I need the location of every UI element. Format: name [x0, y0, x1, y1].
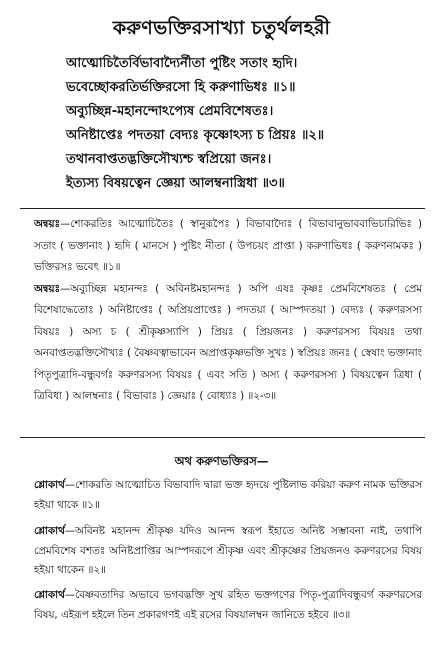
section-heading: অথ করুণভক্তিরস—: [174, 454, 269, 468]
bottom-divider: [20, 437, 425, 438]
anvaya-1-lead: অন্বয়ঃ: [34, 218, 60, 230]
sanskrit-verse-block: [66, 52, 436, 196]
meaning-1-lead: শ্লোকার্থ: [34, 479, 65, 491]
meaning-1-text: —শোকরতি আত্মোচিত বিভাবাদি দ্বারা ভক্ত হৃদয়ে পুষ্টিলাভ করিয়া করুণ নামক ভক্তিরস হইয়া থাকে ॥১॥: [34, 479, 422, 511]
top-divider: [20, 208, 425, 209]
anvaya-2-lead: অন্বয়ঃ: [34, 282, 60, 295]
verse-line-2: ভবেচ্ছোকরতির্ভক্তিরসো হি করুণাভিধঃ ॥১॥: [66, 80, 296, 95]
verse-meaning-3: [34, 586, 422, 625]
verse-line-3: অব্যুচ্ছিন্ন-মহানন্দোঽপ্যেষ প্রেমবিশেষতঃ।: [66, 104, 274, 119]
meaning-3-text: —বৈষ্ণবতাদির অভাবে ভগবদ্ভক্তি সুখ রহিত ভক্তগণের পিতৃ-পুত্রাদিবন্ধুবর্গ করুণরসের বিষয়, এইরূপ হইলে তিন প্রকারগণই এই রসের বিষয়ালম্বন জানিতে হইবে ॥৩॥: [34, 589, 422, 621]
meaning-2-lead: শ্লোকার্থ: [34, 525, 65, 537]
verse-line-6: ইত্যস্য বিষয়ত্বেন জ্ঞেয়া আলম্বনাস্ত্রিধা ॥৩॥: [66, 176, 285, 191]
anvaya-commentary: [34, 214, 422, 408]
meaning-2-text: —অবিনষ্ট মহানন্দ শ্রীকৃষ্ণ যদিও আনন্দ স্বরূপ ইহাতে অনিষ্ট সম্ভাবনা নাই, তথাপি প্রেমবিশেষ বশতঃ অনিষ্টপ্রাপ্তির আস্পদরূপে শ্রীকৃষ্ণ এবং শ্রীকৃষ্ণের প্রিয়জনও করুণরসের বিষয় হইয়া থাকেন ॥২॥: [34, 525, 422, 576]
anvaya-2-text: —অব্যুচ্ছিন্ন মহানন্দঃ ( অবিনষ্টমহানন্দঃ ) অপি এষঃ কৃষ্ণঃ প্রেমবিশেষতঃ ( প্রেম বিশেষাদ্ধেতোঃ ) অনিষ্টাপ্তেঃ ( অপ্রিয়প্রাপ্তেঃ ) পদতয়া ( আস্পদতয়া ) বেদ্যঃ ( করুণরসস্য বিষয়ঃ ) অস্য চ ( শ্রীকৃষ্ণস্যাপি ) প্রিয়ঃ ( প্রিয়জনঃ ) করুণরসস্য বিষয়ঃ তথা অনবাপ্ততদ্ভক্তিসৌখ্যঃ ( বৈষ্ণবত্বাভাবেন অপ্রাপ্তকৃষ্ণভক্তি সুখঃ ) স্বপ্রিয়ঃ জনঃ ( স্বেষাং ভক্তানাং পিতৃপুত্রাদি-বন্ধুবর্গঃ করুণরসস্য বিষয়ঃ ( এবং সতি ) অস্য ( করুণরসস্য ) বিষয়ত্বেন ত্রিধা ( ত্রিবিধা ) আলম্বনাঃ ( বিভাবাঃ ) জ্ঞেয়াঃ ( বোধ্যাঃ ) ॥২-৩॥: [34, 282, 422, 402]
verse-meaning-2: [34, 522, 422, 581]
verse-line-5: তথানবাপ্ততদ্ভক্তিসৌখ্যশ্চ স্বপ্রিয়ো জনঃ।: [66, 152, 272, 167]
verse-meaning-1: [34, 476, 422, 515]
anvaya-1-text: —শোকরতিঃ আত্মোচিতৈঃ ( স্বানুরূপৈঃ ) বিভাবাদ্যৈঃ ( বিভাবানুভাববাভিচারিভিঃ ) সতাং ( ভক্তানাং ) হৃদি ( মানসে ) পুষ্টিং নীতা ( উপচয়ং প্রাপ্তা ) করুণাভিধঃ ( করুণনামকঃ ) ভক্তিরসঃ ভবেৎ ॥১॥: [34, 218, 422, 273]
chapter-title: করুণভক্তিরসাখ্যা চতুর্থলহরী: [112, 17, 331, 39]
verse-line-1: আত্মোচিতৈর্বিভাবাদ্যৈর্নীতা পুষ্টিং সতাং হৃদি।: [66, 56, 298, 71]
verse-line-4: অনিষ্টাপ্তেঃ পদতয়া বেদ্যঃ কৃষ্ণোঽস্য চ প্রিয়ঃ ॥২॥: [66, 128, 325, 143]
meaning-3-lead: শ্লোকার্থ: [34, 589, 65, 601]
